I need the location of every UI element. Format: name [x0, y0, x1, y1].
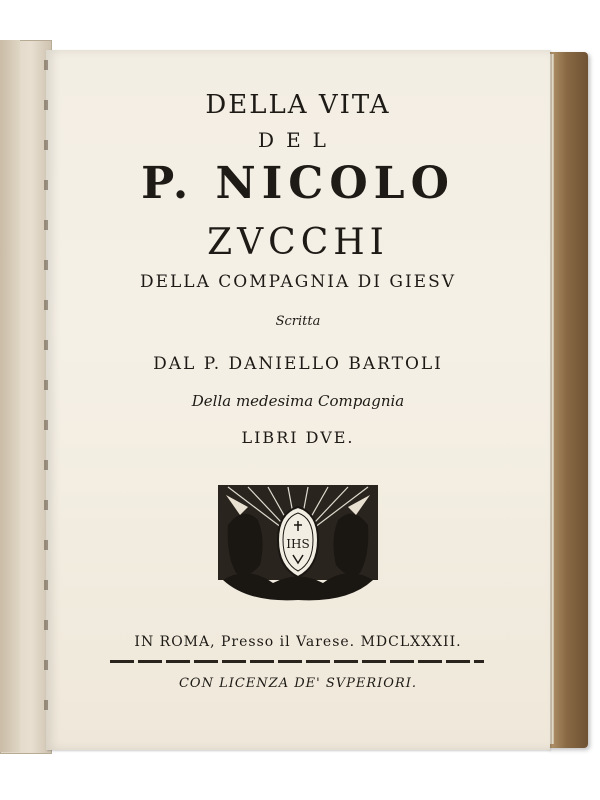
left-board-edge: [0, 40, 20, 752]
author-line: DAL P. DANIELLO BARTOLI: [153, 354, 443, 374]
imprint-line: IN ROMA, Presso il Varese. MDCLXXXII.: [134, 634, 462, 650]
title-line-1: DELLA VITA: [205, 90, 391, 120]
company-line: Della medesima Compagnia: [191, 392, 405, 410]
title-line-5: DELLA COMPAGNIA DI GIESV: [139, 272, 457, 292]
emblem-monogram: IHS: [286, 537, 310, 551]
title-line-4: ZVCCHI: [207, 222, 389, 263]
imprint-rule: [110, 660, 484, 663]
jesuit-emblem-icon: [218, 485, 378, 605]
back-cover: [548, 52, 588, 748]
title-line-6: Scritta: [275, 314, 321, 329]
title-line-2: DEL: [258, 128, 338, 152]
volumes-line: LIBRI DVE.: [241, 428, 355, 447]
title-line-3: P. NICOLO: [141, 158, 455, 209]
license-line: CON LICENZA DE' SVPERIORI.: [178, 676, 418, 691]
